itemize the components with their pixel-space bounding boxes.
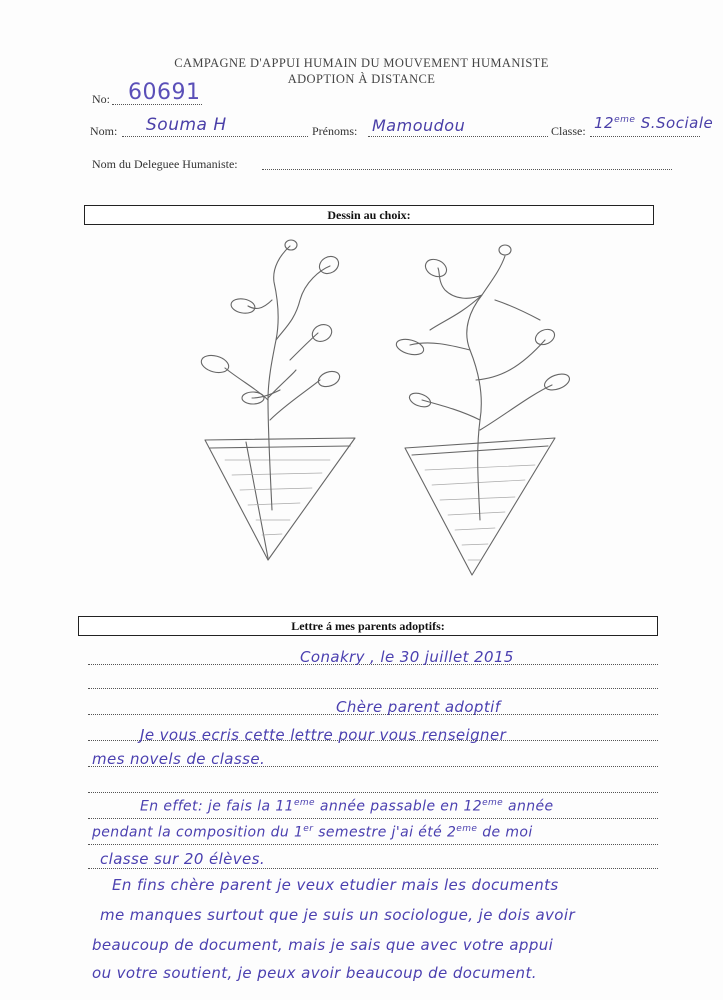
campaign-title: CAMPAGNE D'APPUI HUMAIN DU MOUVEMENT HUMANISTE	[174, 56, 549, 70]
adoption-subtitle: ADOPTION À DISTANCE	[287, 72, 436, 86]
letter-text-line: beaucoup de document, mais je sais que avec votre appui	[92, 936, 554, 954]
nom-label: Nom:	[90, 124, 118, 138]
delegue-label: Nom du Deleguee Humaniste:	[92, 157, 238, 171]
classe-label: Classe:	[551, 124, 586, 138]
letter-date: Conakry , le 30 juillet 2015	[300, 648, 514, 666]
prenoms-value: Mamoudou	[372, 116, 466, 135]
classe-value: 12eme S.Sociale	[594, 114, 714, 132]
letter-text-line: En effet: je fais la 11eme année passable en 12eme année	[140, 798, 554, 815]
classe-field-line	[590, 136, 700, 137]
letter-text-line: me manques surtout que je suis un sociologue, je dois avoir	[100, 906, 576, 924]
letter-text-line: Je vous ecris cette lettre pour vous renseigner	[140, 726, 507, 744]
letter-section-title: Lettre á mes parents adoptifs:	[78, 616, 658, 636]
letter-text-line: ou votre soutient, je peux avoir beaucoup de document.	[92, 964, 537, 982]
number-label: No:	[92, 92, 110, 106]
letter-line	[88, 868, 658, 869]
letter-text-line: pendant la composition du 1er semestre j'ai été 2eme de moi	[92, 824, 533, 841]
letter-line	[88, 844, 658, 845]
number-value: 60691	[128, 80, 201, 105]
letter-text-line: classe sur 20 élèves.	[100, 850, 266, 868]
delegue-field-line	[262, 169, 672, 170]
nom-value: Souma H	[146, 115, 227, 135]
prenoms-label: Prénoms:	[312, 124, 358, 138]
letter-line	[88, 688, 658, 689]
nom-field-line	[122, 136, 308, 137]
drawing-section-title: Dessin au choix:	[84, 205, 654, 225]
letter-salutation: Chère parent adoptif	[336, 698, 501, 716]
letter-text-line: mes novels de classe.	[92, 750, 266, 768]
letter-line	[88, 792, 658, 793]
plant-drawing	[0, 225, 723, 595]
letter-line	[88, 818, 658, 819]
prenoms-field-line	[368, 136, 548, 137]
letter-text-line: En fins chère parent je veux etudier mais les documents	[112, 876, 559, 894]
